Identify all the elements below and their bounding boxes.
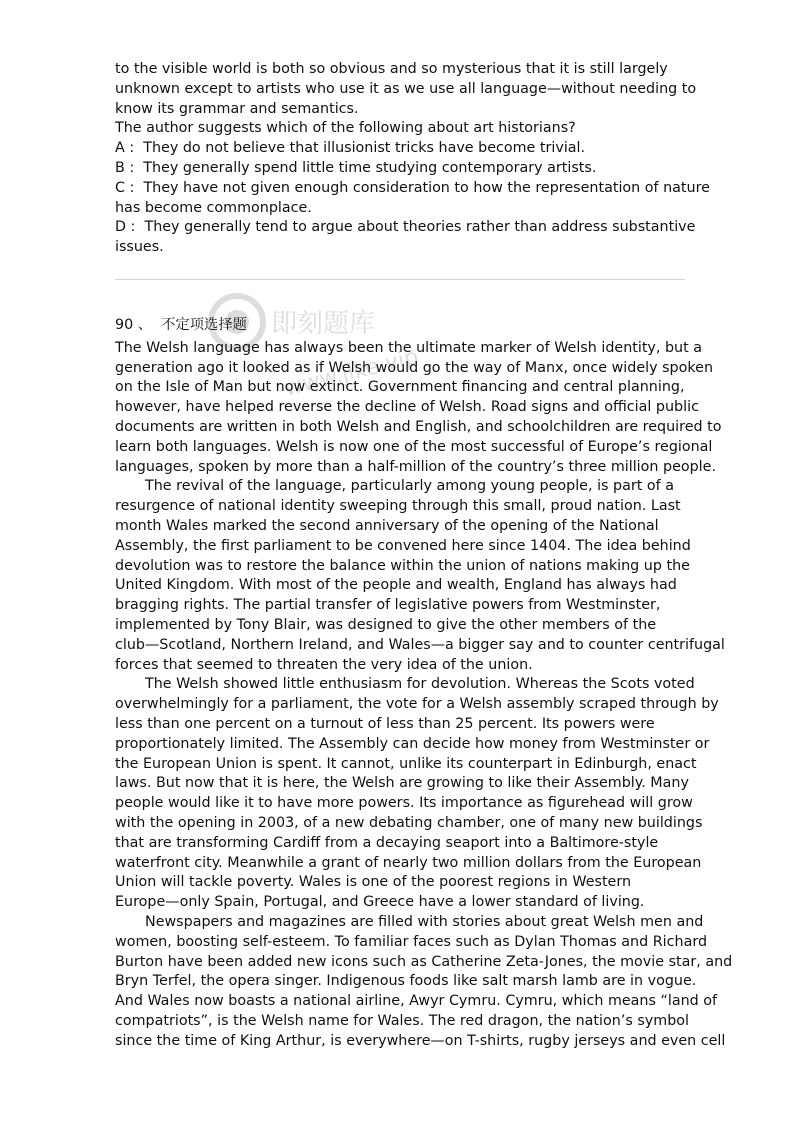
option-text: They generally tend to argue about theories rather than address substantive: [144, 219, 696, 236]
passage-line: United Kingdom. With most of the people and wealth, England has always had: [115, 577, 677, 594]
paragraph-2: [115, 477, 725, 675]
passage-line: learn both languages. Welsh is now one of the most successful of Europe’s regional: [115, 438, 713, 455]
passage-line: know its grammar and semantics.: [115, 100, 359, 117]
watermark-cn: 即刻题库: [271, 309, 376, 339]
passage-line: to the visible world is both so obvious and so mysterious that it is still largely: [115, 61, 668, 77]
question-prompt: The author suggests which of the following about art historians?: [115, 120, 576, 137]
option-key: C :: [115, 179, 135, 196]
passage-line: compatriots”, is the Welsh name for Wales. The red dragon, the nation’s symbol: [115, 1012, 689, 1029]
option-c[interactable]: [115, 179, 710, 199]
passage-line: overwhelmingly for a parliament, the vote for a Welsh assembly scraped through by: [115, 696, 719, 713]
passage-line: generation ago it looked as if Welsh would go the way of Manx, once widely spoken: [115, 359, 714, 376]
question-header: [115, 316, 690, 336]
passage-line: since the time of King Arthur, is everywhere—on T-shirts, rugby jerseys and even cell: [115, 1032, 726, 1049]
paragraph-3: [115, 675, 719, 913]
passage-line: proportionately limited. The Assembly can decide how money from Westminster or: [115, 735, 710, 752]
passage-line: Europe—only Spain, Portugal, and Greece have a lower standard of living.: [115, 894, 645, 911]
passage-line: The Welsh showed little enthusiasm for devolution. Whereas the Scots voted: [145, 676, 695, 693]
passage-line: however, have helped reverse the decline of Welsh. Road signs and official public: [115, 399, 699, 416]
option-text: They do not believe that illusionist tricks have become trivial.: [143, 140, 586, 157]
passage-line: And Wales now boasts a national airline, Awyr Cymru. Cymru, which means “land of: [115, 993, 718, 1010]
option-b[interactable]: [115, 159, 690, 179]
passage-line: Bryn Terfel, the opera singer. Indigenous foods like salt marsh lamb are in vogue.: [115, 973, 697, 990]
passage-line: implemented by Tony Blair, was designed to give the other members of the: [115, 616, 657, 633]
passage-line: The revival of the language, particularly among young people, is part of a: [145, 478, 674, 495]
passage-line: languages, spoken by more than a half-million of the country’s three million people.: [115, 458, 716, 475]
passage-line: that are transforming Cardiff from a decaying seaport into a Baltimore-style: [115, 834, 659, 851]
passage-line: Newspapers and magazines are filled with stories about great Welsh men and: [145, 913, 704, 930]
watermark-en: www.jike.vip: [282, 344, 421, 402]
passage-line: waterfront city. Meanwhile a grant of nearly two million dollars from the European: [115, 854, 702, 871]
option-d-continued: issues.: [115, 239, 164, 256]
question-89-block: [115, 60, 710, 258]
option-c-continued: has become commonplace.: [115, 199, 312, 216]
passage-line: forces that seemed to threaten the very idea of the union.: [115, 656, 533, 673]
passage-line: on the Isle of Man but now extinct. Government financing and central planning,: [115, 379, 685, 396]
passage-line: The Welsh language has always been the ultimate marker of Welsh identity, but a: [115, 339, 703, 356]
option-key: B :: [115, 159, 135, 176]
section-divider: [115, 279, 685, 280]
question-type: 不定项选择题: [161, 317, 247, 333]
passage-line: month Wales marked the second anniversary of the opening of the National: [115, 517, 659, 534]
option-text: They have not given enough consideration to how the representation of nature: [143, 179, 710, 196]
passage-line: laws. But now that it is here, the Welsh are growing to like their Assembly. Many: [115, 775, 689, 792]
question-number: 90 、: [115, 317, 153, 333]
paragraph-1: [115, 339, 722, 478]
passage-line: women, boosting self-esteem. To familiar faces such as Dylan Thomas and Richard: [115, 933, 708, 950]
paragraph-4: [115, 913, 733, 1052]
passage-line: less than one percent on a turnout of less than 25 percent. Its powers were: [115, 715, 655, 732]
passage-line: resurgence of national identity sweeping through this small, proud nation. Last: [115, 498, 681, 515]
option-key: A :: [115, 140, 135, 157]
passage-line: club—Scotland, Northern Ireland, and Wales—a bigger say and to counter centrifugal: [115, 636, 725, 653]
passage-line: the European Union is spent. It cannot, unlike its counterpart in Edinburgh, enact: [115, 755, 697, 772]
passage-line: unknown except to artists who use it as we use all language—without needing to: [115, 80, 697, 97]
question-90-block: [115, 316, 733, 1051]
passage-line: documents are written in both Welsh and English, and schoolchildren are required to: [115, 418, 722, 435]
passage-line: Assembly, the first parliament to be convened here since 1404. The idea behind: [115, 537, 691, 554]
passage-line: bragging rights. The partial transfer of legislative powers from Westminster,: [115, 597, 661, 614]
passage-line: people would like it to have more powers. Its importance as figurehead will grow: [115, 795, 693, 812]
passage-line: with the opening in 2003, of a new debating chamber, one of many new buildings: [115, 814, 703, 831]
option-key: D :: [115, 219, 136, 236]
option-d[interactable]: [115, 218, 696, 238]
option-text: They generally spend little time studying contemporary artists.: [143, 159, 597, 176]
passage-line: devolution was to restore the balance within the union of nations making up the: [115, 557, 690, 574]
option-a[interactable]: [115, 139, 690, 159]
passage-line: Burton have been added new icons such as Catherine Zeta-Jones, the movie star, and: [115, 953, 733, 970]
passage-line: Union will tackle poverty. Wales is one of the poorest regions in Western: [115, 874, 632, 891]
